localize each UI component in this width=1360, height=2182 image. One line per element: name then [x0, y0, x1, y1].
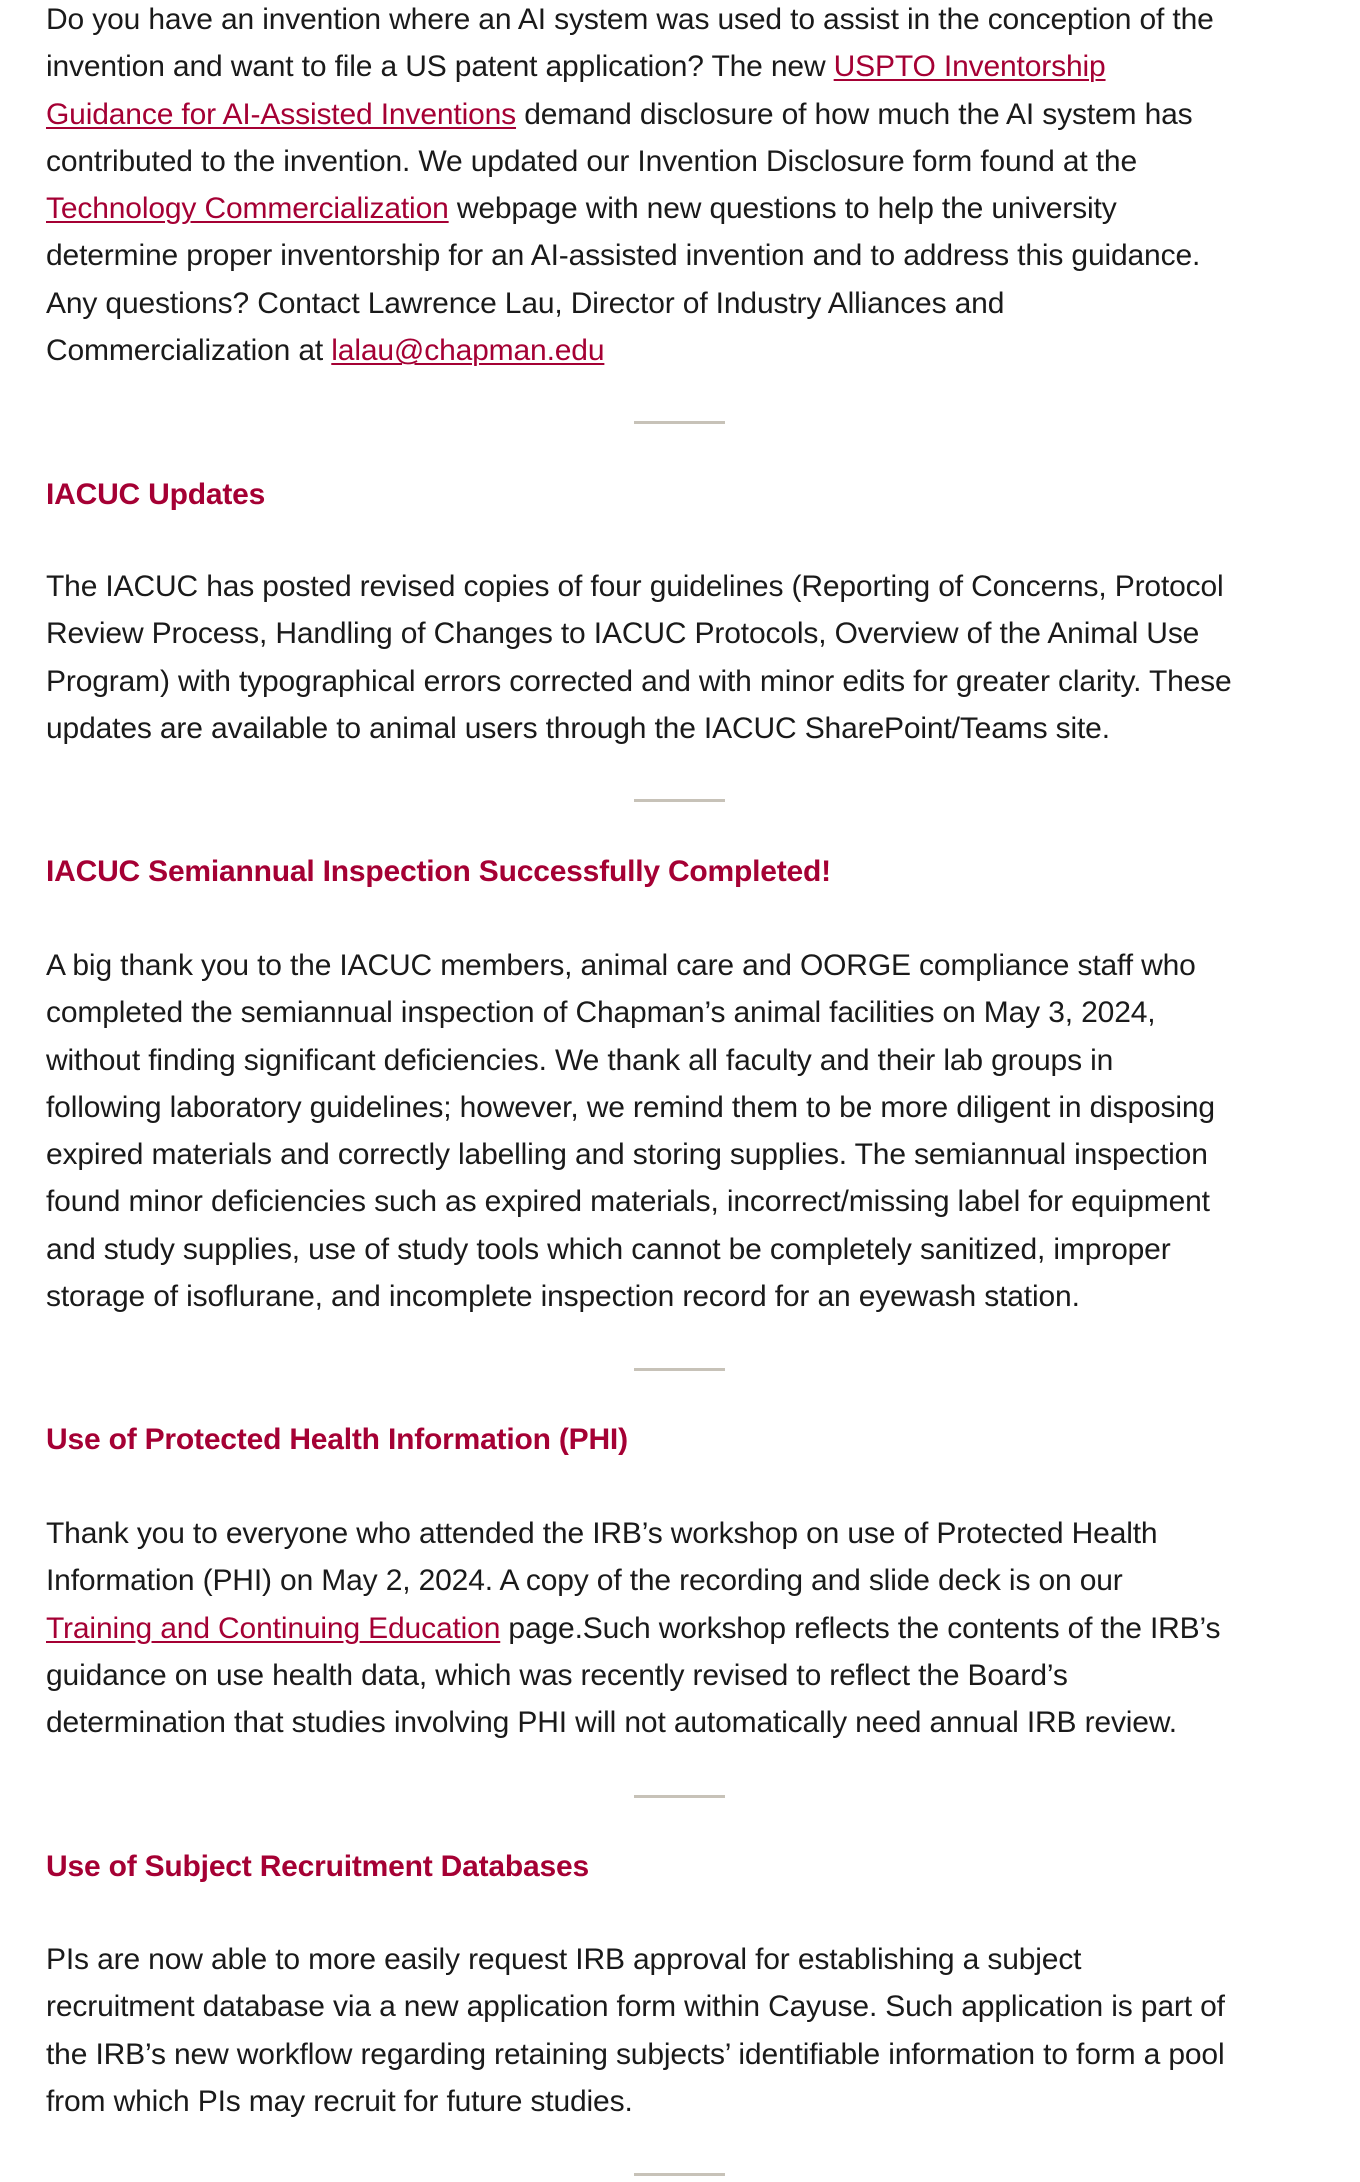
text-line	[46, 2078, 1346, 2125]
inline-link[interactable]: USPTO Inventorship	[833, 50, 1106, 84]
text-segment: Information (PHI) on May 2, 2024. A copy of the recording and slide deck is on our	[46, 1564, 1123, 1598]
inline-link[interactable]: Technology Commercialization	[46, 192, 449, 226]
text-segment: Any questions? Contact Lawrence Lau, Director of Industry Alliances and	[46, 286, 1005, 320]
text-segment: PIs are now able to more easily request IRB approval for establishing a subject	[46, 1943, 1082, 1976]
text-segment: contributed to the invention. We updated our Invention Disclosure form found at the	[46, 144, 1138, 178]
text-line	[46, 658, 1346, 705]
section-body-phi	[46, 1510, 1346, 1746]
text-line	[46, 1178, 1346, 1225]
inline-link[interactable]: Guidance for AI-Assisted Inventions	[46, 97, 517, 131]
text-line	[46, 185, 1346, 232]
text-segment: found minor deficiencies such as expired materials, incorrect/missing label for equipment	[46, 1185, 1210, 1219]
text-segment: following laboratory guidelines; however, we remind them to be more diligent in disposing	[46, 1090, 1215, 1124]
text-segment: from which PIs may recruit for future studies.	[46, 2084, 633, 2118]
text-line	[46, 1037, 1346, 1084]
intro-paragraph	[46, 0, 1346, 374]
section-body-recruitment-databases	[46, 1936, 1346, 2125]
text-segment: expired materials and correctly labelling and storing supplies. The semiannual inspection	[46, 1138, 1208, 1172]
text-line	[46, 1510, 1346, 1557]
text-line	[46, 0, 1346, 43]
text-line	[46, 1084, 1346, 1131]
section-body-iacuc-updates	[46, 563, 1346, 752]
text-line	[46, 1226, 1346, 1273]
text-line	[46, 1652, 1346, 1699]
text-line	[46, 138, 1346, 185]
text-segment: Do you have an invention where an AI system was used to assist in the conception of the	[46, 3, 1214, 36]
text-segment: Program) with typographical errors corrected and with minor edits for greater clarity. These	[46, 664, 1232, 698]
section-divider	[634, 421, 725, 424]
text-line	[46, 942, 1346, 989]
text-line	[46, 43, 1346, 90]
text-segment: and study supplies, use of study tools which cannot be completely sanitized, improper	[46, 1232, 1171, 1266]
text-segment: Review Process, Handling of Changes to IACUC Protocols, Overview of the Animal Use	[46, 617, 1200, 651]
text-segment: recruitment database via a new application form within Cayuse. Such application is part of	[46, 1990, 1225, 2024]
text-segment: guidance on use health data, which was recently revised to reflect the Board’s	[46, 1658, 1068, 1692]
section-divider	[634, 1368, 725, 1371]
section-heading-phi: Use of Protected Health Information (PHI)	[46, 1423, 628, 1456]
text-segment: updates are available to animal users through the IACUC SharePoint/Teams site.	[46, 711, 1110, 745]
text-line	[46, 232, 1346, 279]
text-segment: storage of isoflurane, and incomplete inspection record for an eyewash station.	[46, 1280, 1080, 1314]
text-segment: the IRB’s new workflow regarding retaining subjects’ identifiable information to form a pool	[46, 2037, 1225, 2071]
section-body-semiannual-inspection	[46, 942, 1346, 1320]
text-line	[46, 1936, 1346, 1983]
section-divider	[634, 2173, 725, 2176]
section-divider	[634, 799, 725, 802]
text-line	[46, 1557, 1346, 1604]
text-segment: Commercialization at	[46, 334, 332, 368]
text-segment: demand disclosure of how much the AI system has	[516, 97, 1193, 131]
text-segment: A big thank you to the IACUC members, animal care and OORGE compliance staff who	[46, 949, 1196, 982]
text-segment: Thank you to everyone who attended the IRB’s workshop on use of Protected Health	[46, 1517, 1158, 1550]
text-segment: determination that studies involving PHI will not automatically need annual IRB review.	[46, 1706, 1177, 1740]
text-line	[46, 91, 1346, 138]
text-segment: without finding significant deficiencies. We thank all faculty and their lab groups in	[46, 1043, 1114, 1077]
text-segment: determine proper inventorship for an AI-assisted invention and to address this guidance.	[46, 239, 1201, 273]
text-line	[46, 2031, 1346, 2078]
text-line	[46, 610, 1346, 657]
text-line	[46, 1273, 1346, 1320]
text-line	[46, 705, 1346, 752]
text-line	[46, 1699, 1346, 1746]
section-heading-recruitment-databases: Use of Subject Recruitment Databases	[46, 1850, 589, 1883]
inline-link[interactable]: lalau@chapman.edu	[331, 334, 605, 368]
text-line	[46, 1131, 1346, 1178]
text-segment: page.Such workshop reflects the contents of the IRB’s	[500, 1611, 1221, 1645]
text-line	[46, 563, 1346, 610]
text-segment: The IACUC has posted revised copies of four guidelines (Reporting of Concerns, Protocol	[46, 570, 1224, 603]
inline-link[interactable]: Training and Continuing Education	[46, 1611, 501, 1645]
text-line	[46, 1605, 1346, 1652]
section-heading-semiannual-inspection: IACUC Semiannual Inspection Successfully Completed!	[46, 855, 831, 888]
section-heading-iacuc-updates: IACUC Updates	[46, 478, 266, 511]
text-segment: invention and want to file a US patent application? The new	[46, 50, 834, 84]
text-line	[46, 989, 1346, 1036]
text-segment: webpage with new questions to help the university	[448, 192, 1117, 226]
text-segment: completed the semiannual inspection of Chapman’s animal facilities on May 3, 2024,	[46, 996, 1156, 1030]
section-divider	[634, 1795, 725, 1798]
text-line	[46, 280, 1346, 327]
text-line	[46, 1983, 1346, 2030]
text-line	[46, 327, 1346, 374]
